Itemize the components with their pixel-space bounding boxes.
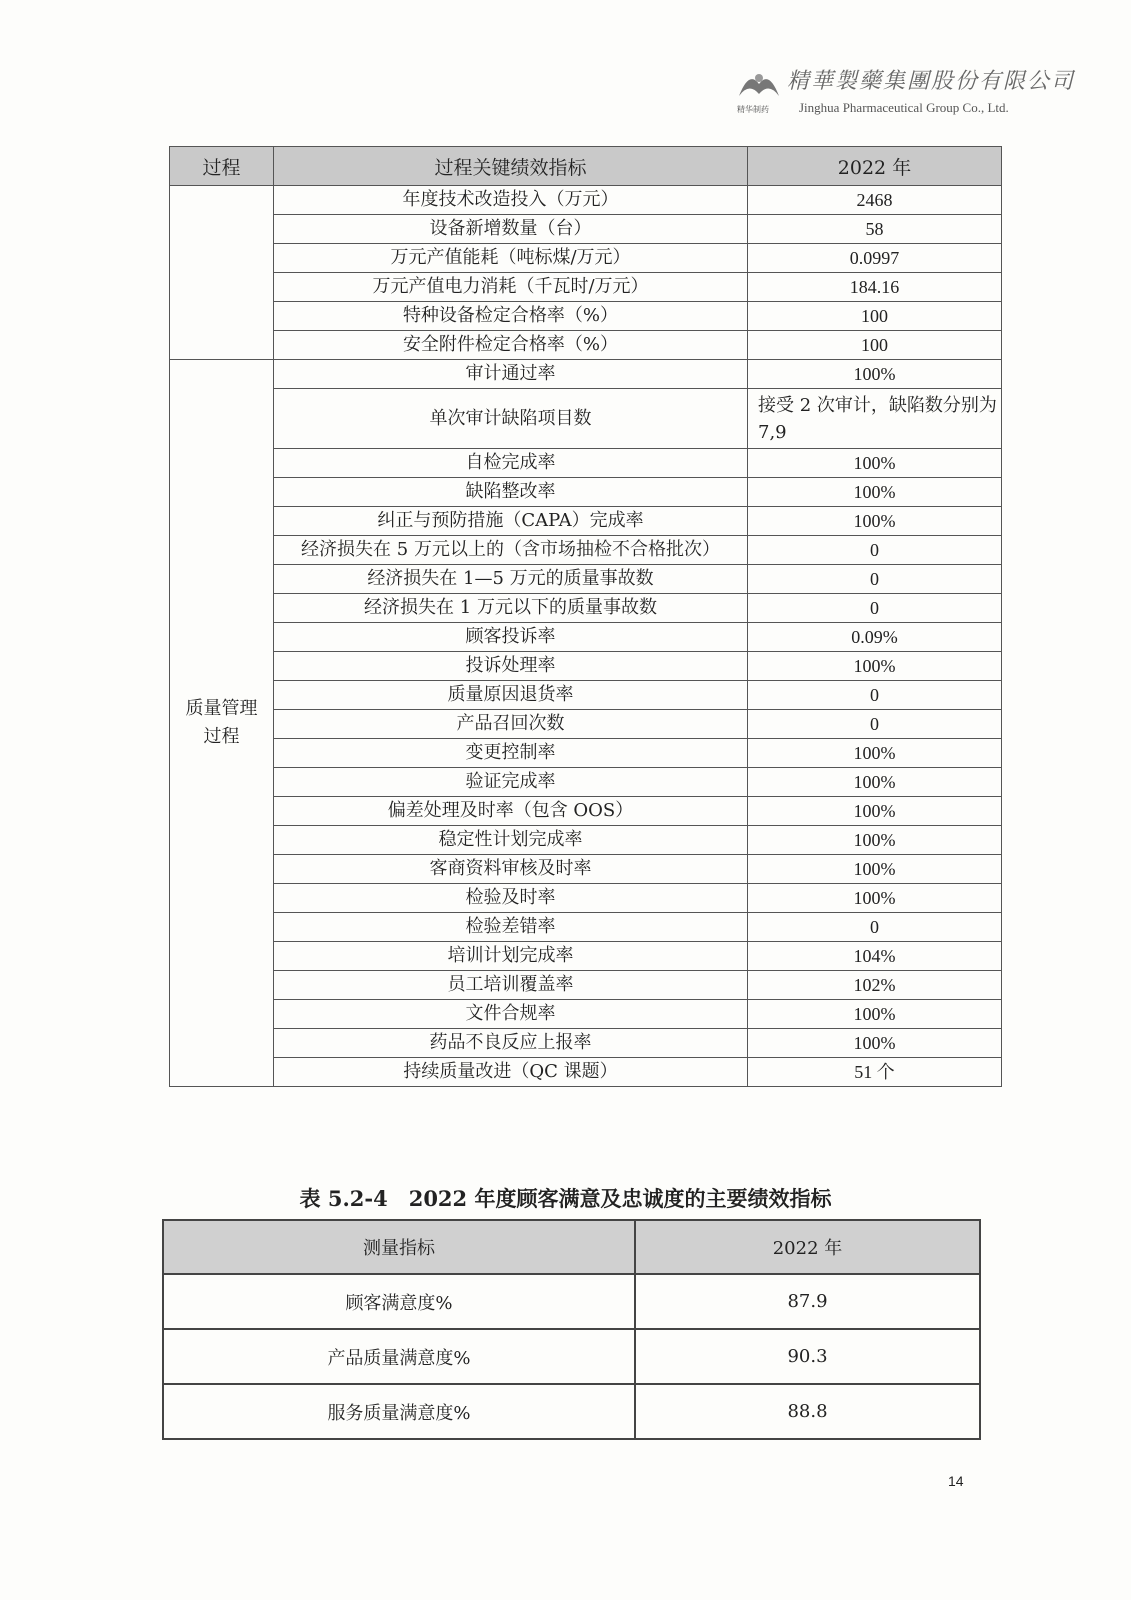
value-cell: 100% [748, 1000, 1002, 1029]
table-row [163, 1329, 980, 1384]
process-kpi-table [169, 146, 1002, 1087]
company-name-cn: 精華製藥集團股份有限公司 [787, 69, 1076, 94]
table-header-row [170, 147, 1002, 186]
table-row [170, 710, 1002, 739]
table-row [170, 797, 1002, 826]
value-cell: 100% [748, 507, 1002, 536]
value-cell: 100 [748, 302, 1002, 331]
table-row [170, 360, 1002, 389]
header-year: 2022 年 [748, 147, 1002, 186]
value-cell: 87.9 [635, 1274, 980, 1329]
table-row [170, 215, 1002, 244]
kpi-cell: 产品召回次数 [274, 710, 748, 739]
metric-cell: 产品质量满意度% [163, 1329, 635, 1384]
table-row [170, 739, 1002, 768]
table-row [170, 768, 1002, 797]
value-cell: 100% [748, 768, 1002, 797]
value-cell: 102% [748, 971, 1002, 1000]
satisfaction-kpi-table [162, 1219, 981, 1440]
table-row [170, 942, 1002, 971]
table-row [163, 1274, 980, 1329]
kpi-cell: 审计通过率 [274, 360, 748, 389]
value-cell: 0 [748, 536, 1002, 565]
value-cell: 100% [748, 478, 1002, 507]
kpi-cell: 顾客投诉率 [274, 623, 748, 652]
value-cell: 100% [748, 449, 1002, 478]
table-row [170, 536, 1002, 565]
table-row [170, 623, 1002, 652]
table-body [163, 1274, 980, 1439]
value-cell: 100% [748, 884, 1002, 913]
table-row [170, 652, 1002, 681]
kpi-cell: 经济损失在 1—5 万元的质量事故数 [274, 565, 748, 594]
process-cell: 质量管理过程 [170, 360, 274, 1087]
kpi-cell: 验证完成率 [274, 768, 748, 797]
value-cell: 88.8 [635, 1384, 980, 1439]
kpi-cell: 员工培训覆盖率 [274, 971, 748, 1000]
value-cell: 0.0997 [748, 244, 1002, 273]
table-row [163, 1384, 980, 1439]
kpi-cell: 缺陷整改率 [274, 478, 748, 507]
value-cell: 100% [748, 855, 1002, 884]
table-row [170, 884, 1002, 913]
table-row [170, 389, 1002, 449]
value-cell: 184.16 [748, 273, 1002, 302]
kpi-cell: 投诉处理率 [274, 652, 748, 681]
value-cell: 0 [748, 710, 1002, 739]
value-cell: 100% [748, 1029, 1002, 1058]
kpi-cell: 万元产值电力消耗（千瓦时/万元） [274, 273, 748, 302]
value-cell: 0.09% [748, 623, 1002, 652]
table-row [170, 478, 1002, 507]
kpi-cell: 客商资料审核及时率 [274, 855, 748, 884]
table-row [170, 971, 1002, 1000]
kpi-cell: 质量原因退货率 [274, 681, 748, 710]
table-row [170, 826, 1002, 855]
kpi-cell: 纠正与预防措施（CAPA）完成率 [274, 507, 748, 536]
value-cell: 100% [748, 797, 1002, 826]
header-metric: 测量指标 [163, 1220, 635, 1274]
kpi-cell: 药品不良反应上报率 [274, 1029, 748, 1058]
table-caption: 表 5.2-4 2022 年度顾客满意及忠诚度的主要绩效指标 [299, 1186, 832, 1211]
kpi-cell: 特种设备检定合格率（%） [274, 302, 748, 331]
value-cell: 58 [748, 215, 1002, 244]
kpi-cell: 偏差处理及时率（包含 OOS） [274, 797, 748, 826]
value-cell: 2468 [748, 186, 1002, 215]
kpi-cell: 设备新增数量（台） [274, 215, 748, 244]
value-cell: 100% [748, 739, 1002, 768]
table-row [170, 273, 1002, 302]
value-cell: 100% [748, 360, 1002, 389]
value-cell: 0 [748, 565, 1002, 594]
kpi-cell: 万元产值能耗（吨标煤/万元） [274, 244, 748, 273]
table-row [170, 855, 1002, 884]
value-cell: 接受 2 次审计，缺陷数分别为 7,9 [748, 389, 1002, 449]
metric-cell: 顾客满意度% [163, 1274, 635, 1329]
table-row [170, 594, 1002, 623]
kpi-cell: 文件合规率 [274, 1000, 748, 1029]
kpi-cell: 年度技术改造投入（万元） [274, 186, 748, 215]
table-row [170, 1029, 1002, 1058]
table-row [170, 244, 1002, 273]
value-cell: 51 个 [748, 1058, 1002, 1087]
value-cell: 100% [748, 826, 1002, 855]
process-cell [170, 186, 274, 360]
kpi-cell: 检验及时率 [274, 884, 748, 913]
header-kpi: 过程关键绩效指标 [274, 147, 748, 186]
company-name-en: Jinghua Pharmaceutical Group Co., Ltd. [799, 100, 1009, 115]
kpi-cell: 经济损失在 5 万元以上的（含市场抽检不合格批次） [274, 536, 748, 565]
value-cell: 0 [748, 913, 1002, 942]
kpi-cell: 自检完成率 [274, 449, 748, 478]
table-row [170, 1058, 1002, 1087]
table-row [170, 186, 1002, 215]
page-number: 14 [948, 1473, 964, 1489]
kpi-cell: 经济损失在 1 万元以下的质量事故数 [274, 594, 748, 623]
table-row [170, 913, 1002, 942]
table-body [170, 186, 1002, 1087]
kpi-cell: 稳定性计划完成率 [274, 826, 748, 855]
header-year: 2022 年 [635, 1220, 980, 1274]
table-row [170, 331, 1002, 360]
kpi-cell: 安全附件检定合格率（%） [274, 331, 748, 360]
table-row [170, 507, 1002, 536]
metric-cell: 服务质量满意度% [163, 1384, 635, 1439]
table-row [170, 681, 1002, 710]
kpi-cell: 单次审计缺陷项目数 [274, 389, 748, 449]
table-row [170, 302, 1002, 331]
table-row [170, 449, 1002, 478]
company-logo-icon [735, 66, 783, 106]
logo-label: 精华制药 [737, 105, 769, 114]
header-process: 过程 [170, 147, 274, 186]
value-cell: 100 [748, 331, 1002, 360]
value-cell: 104% [748, 942, 1002, 971]
value-cell: 100% [748, 652, 1002, 681]
value-cell: 0 [748, 594, 1002, 623]
table-row [170, 565, 1002, 594]
kpi-cell: 持续质量改进（QC 课题） [274, 1058, 748, 1087]
kpi-cell: 变更控制率 [274, 739, 748, 768]
kpi-cell: 培训计划完成率 [274, 942, 748, 971]
table-row [170, 1000, 1002, 1029]
table-header-row [163, 1220, 980, 1274]
value-cell: 0 [748, 681, 1002, 710]
kpi-cell: 检验差错率 [274, 913, 748, 942]
page-header [735, 60, 1095, 130]
value-cell: 90.3 [635, 1329, 980, 1384]
